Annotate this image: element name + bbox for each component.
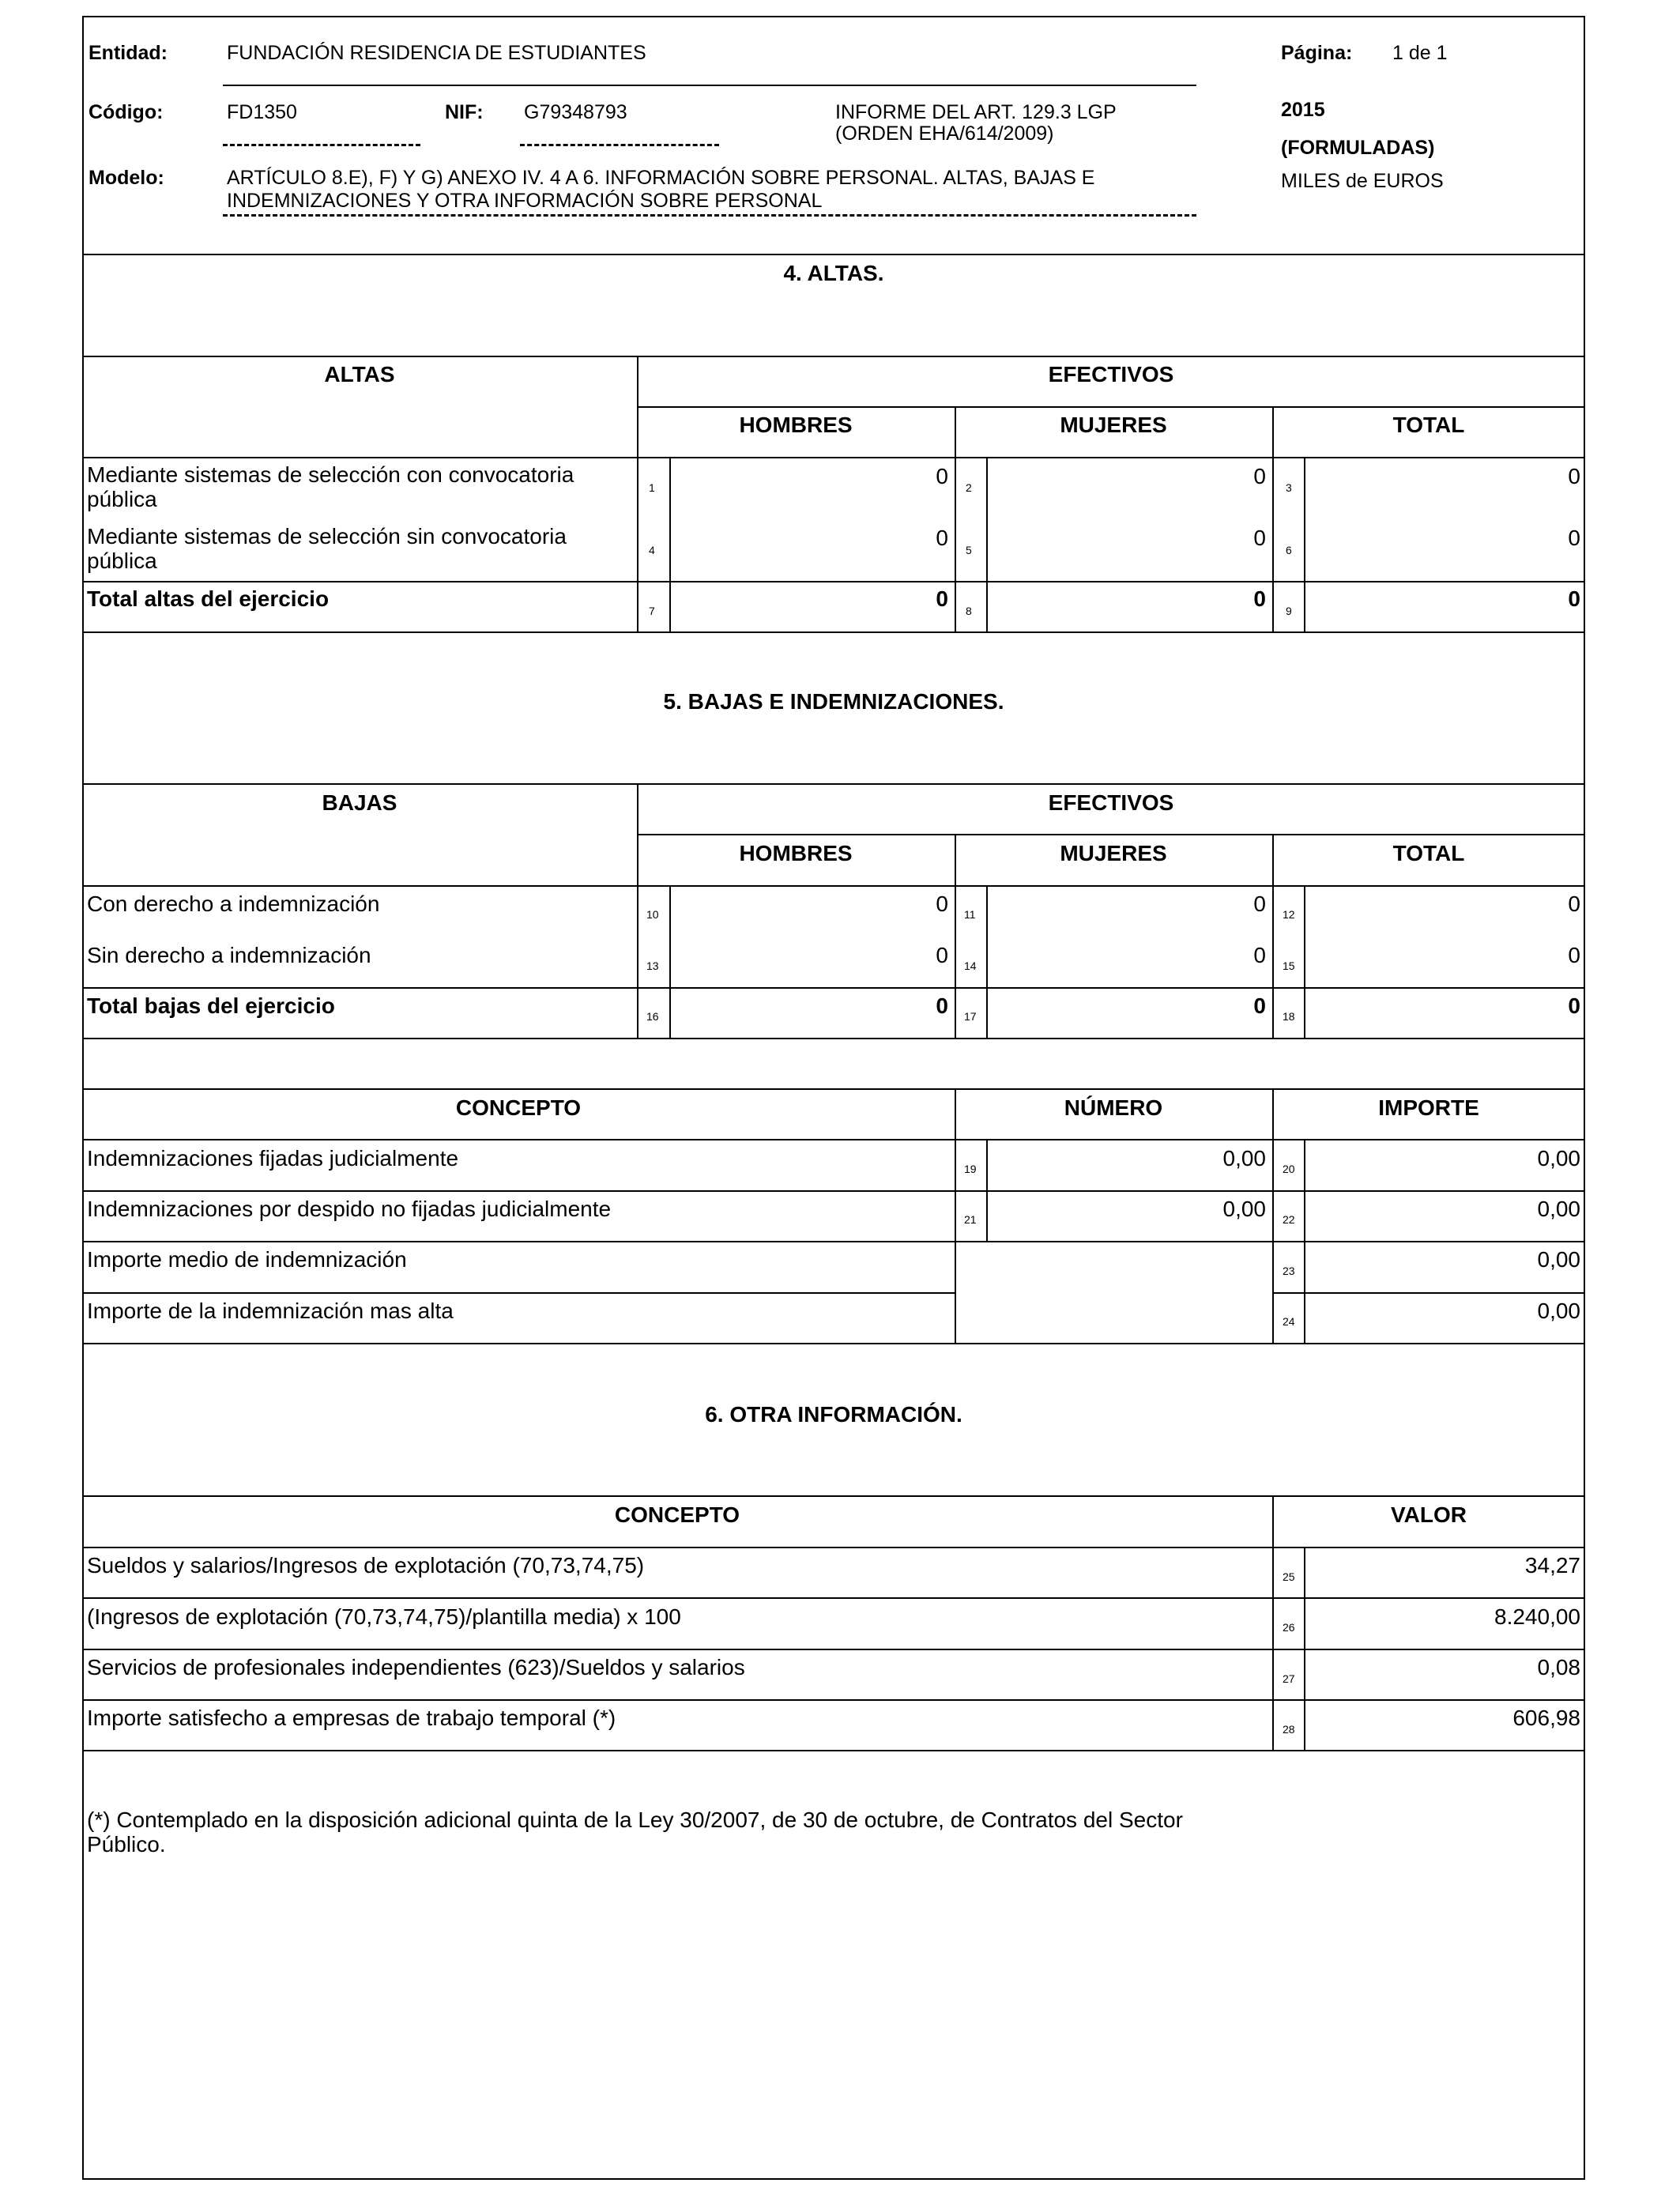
- cell-number: 15: [1283, 959, 1295, 972]
- rule: [637, 356, 638, 632]
- cell-number: 6: [1286, 544, 1292, 556]
- bajas-total-value: 0: [1568, 892, 1580, 916]
- cell-number: 4: [649, 544, 655, 556]
- altas-total-total: 0: [1568, 586, 1580, 611]
- rule: [637, 783, 638, 1038]
- indem-importe-value: 0,00: [1537, 1299, 1580, 1323]
- indem-col-importe: IMPORTE: [1378, 1095, 1479, 1120]
- cell-number: 12: [1283, 908, 1295, 921]
- bajas-total-mujeres: 0: [1253, 993, 1266, 1018]
- cell-number: 2: [966, 481, 972, 494]
- rule: [669, 457, 671, 632]
- cell-number: 24: [1283, 1315, 1295, 1328]
- cell-number: 26: [1283, 1621, 1295, 1634]
- nif-value: G79348793: [524, 101, 627, 123]
- rule: [955, 1088, 956, 1343]
- bajas-hombres-value: 0: [936, 943, 948, 967]
- otra-col-concepto: CONCEPTO: [614, 1502, 740, 1527]
- modelo-label: Modelo:: [89, 167, 164, 189]
- rule: [82, 987, 1585, 989]
- informe-line1: INFORME DEL ART. 129.3 LGP: [835, 101, 1117, 123]
- cell-number: 5: [966, 544, 972, 556]
- codigo-underline: [223, 144, 420, 146]
- units-label: MILES de EUROS: [1281, 170, 1444, 192]
- rule: [82, 783, 1585, 785]
- codigo-label: Código:: [89, 101, 164, 123]
- pagina-value: 1 de 1: [1392, 42, 1448, 64]
- otra-value: 0,08: [1537, 1655, 1580, 1679]
- rule: [82, 581, 1585, 582]
- cell-number: 1: [649, 481, 655, 494]
- nif-underline: [520, 144, 719, 146]
- bajas-total-label: Total bajas del ejercicio: [87, 993, 335, 1018]
- altas-total-hombres: 0: [936, 586, 948, 611]
- codigo-value: FD1350: [227, 101, 297, 123]
- bajas-mujeres-value: 0: [1253, 892, 1266, 916]
- otra-row-label: Sueldos y salarios/Ingresos de explotación (70,73,74,75): [87, 1553, 645, 1578]
- rule: [637, 406, 1585, 408]
- otra-col-valor: VALOR: [1391, 1502, 1467, 1527]
- cell-number: 3: [1286, 481, 1292, 494]
- entidad-label: Entidad:: [89, 42, 168, 64]
- rule: [82, 1038, 1585, 1039]
- cell-number: 9: [1286, 605, 1292, 617]
- otra-section-title: 6. OTRA INFORMACIÓN.: [705, 1402, 962, 1427]
- altas-hombres-value: 0: [936, 526, 948, 550]
- rule: [82, 1649, 1585, 1650]
- formuladas-label: (FORMULADAS): [1281, 137, 1435, 159]
- altas-total-label: Total altas del ejercicio: [87, 586, 330, 611]
- indem-numero-value: 0,00: [1222, 1146, 1266, 1171]
- indem-importe-value: 0,00: [1537, 1146, 1580, 1171]
- rule: [955, 406, 956, 632]
- cell-number: 14: [964, 959, 977, 972]
- entidad-underline: [223, 85, 1196, 86]
- modelo-value: ARTÍCULO 8.E), F) Y G) ANEXO IV. 4 A 6. INFORMACIÓN SOBRE PERSONAL. ALTAS, BAJAS E INDEMNIZACIONES Y OTRA INFORMACIÓN SOBRE PERSONAL: [227, 167, 1095, 212]
- altas-col-efectivos: EFECTIVOS: [1048, 362, 1174, 386]
- rule: [1272, 1292, 1585, 1294]
- rule: [986, 885, 988, 1038]
- rule: [82, 631, 1585, 633]
- otra-row-label: Importe satisfecho a empresas de trabajo temporal (*): [87, 1706, 616, 1730]
- footnote: (*) Contemplado en la disposición adicional quinta de la Ley 30/2007, de 30 de octubre, de Contratos del Sector Público.: [87, 1808, 1183, 1857]
- rule: [637, 834, 1585, 835]
- altas-row-label: Mediante sistemas de selección sin convocatoria pública: [87, 524, 567, 573]
- rule: [82, 1241, 1585, 1242]
- bajas-total-value: 0: [1568, 943, 1580, 967]
- altas-hombres-value: 0: [936, 464, 948, 488]
- indem-row-label: Indemnizaciones por despido no fijadas judicialmente: [87, 1197, 612, 1221]
- rule: [669, 885, 671, 1038]
- cell-number: 18: [1283, 1010, 1295, 1023]
- altas-col-hombres: HOMBRES: [739, 413, 853, 437]
- bajas-col-efectivos: EFECTIVOS: [1048, 790, 1174, 815]
- bajas-row-label: Con derecho a indemnización: [87, 892, 380, 916]
- cell-number: 28: [1283, 1723, 1295, 1736]
- otra-row-label: (Ingresos de explotación (70,73,74,75)/plantilla media) x 100: [87, 1604, 681, 1629]
- cell-number: 17: [964, 1010, 977, 1023]
- entidad-value: FUNDACIÓN RESIDENCIA DE ESTUDIANTES: [227, 42, 646, 64]
- indem-row-label: Importe de la indemnización mas alta: [87, 1299, 454, 1323]
- rule: [1272, 1495, 1274, 1750]
- bajas-hombres-value: 0: [936, 892, 948, 916]
- rule: [82, 1597, 1585, 1599]
- pagina-label: Página:: [1281, 42, 1353, 64]
- indem-col-concepto: CONCEPTO: [455, 1095, 582, 1120]
- cell-number: 16: [646, 1010, 659, 1023]
- indem-importe-value: 0,00: [1537, 1247, 1580, 1272]
- bajas-col-total: TOTAL: [1392, 841, 1465, 865]
- altas-col-main: ALTAS: [324, 362, 395, 386]
- cell-number: 11: [964, 908, 976, 921]
- altas-total-mujeres: 0: [1253, 586, 1266, 611]
- rule: [1304, 885, 1305, 1038]
- cell-number: 21: [964, 1213, 977, 1226]
- altas-section-title: 4. ALTAS.: [783, 261, 884, 285]
- rule: [82, 457, 1585, 458]
- rule: [1304, 457, 1305, 632]
- indem-row-label: Importe medio de indemnización: [87, 1247, 407, 1272]
- rule: [82, 1343, 1585, 1344]
- nif-label: NIF:: [445, 101, 484, 123]
- rule: [82, 1190, 1585, 1192]
- otra-value: 34,27: [1524, 1553, 1580, 1578]
- altas-col-total: TOTAL: [1392, 413, 1465, 437]
- rule: [1272, 406, 1274, 632]
- altas-row-label: Mediante sistemas de selección con convocatoria pública: [87, 462, 574, 511]
- altas-mujeres-value: 0: [1253, 526, 1266, 550]
- header-divider: [82, 254, 1585, 255]
- otra-value: 606,98: [1512, 1706, 1580, 1730]
- bajas-total-hombres: 0: [936, 993, 948, 1018]
- rule: [82, 1699, 1585, 1701]
- altas-mujeres-value: 0: [1253, 464, 1266, 488]
- bajas-row-label: Sin derecho a indemnización: [87, 943, 371, 967]
- report-year: 2015: [1281, 99, 1325, 121]
- indem-numero-value: 0,00: [1222, 1197, 1266, 1221]
- rule: [82, 1139, 1585, 1140]
- indem-row-label: Indemnizaciones fijadas judicialmente: [87, 1146, 459, 1171]
- bajas-col-main: BAJAS: [322, 790, 397, 815]
- rule: [1272, 1088, 1274, 1343]
- rule: [82, 1495, 1585, 1497]
- otra-value: 8.240,00: [1494, 1604, 1580, 1629]
- rule: [82, 356, 1585, 357]
- bajas-section-title: 5. BAJAS E INDEMNIZACIONES.: [663, 689, 1004, 714]
- cell-number: 22: [1283, 1213, 1295, 1226]
- rule: [82, 885, 1585, 887]
- bajas-col-hombres: HOMBRES: [739, 841, 853, 865]
- altas-col-mujeres: MUJERES: [1060, 413, 1167, 437]
- cell-number: 19: [964, 1163, 977, 1175]
- bajas-total-total: 0: [1568, 993, 1580, 1018]
- altas-total-value: 0: [1568, 526, 1580, 550]
- altas-total-value: 0: [1568, 464, 1580, 488]
- informe-line2: (ORDEN EHA/614/2009): [835, 123, 1054, 145]
- cell-number: 8: [966, 605, 972, 617]
- indem-col-numero: NÚMERO: [1064, 1095, 1163, 1120]
- modelo-underline: [223, 214, 1196, 217]
- rule: [82, 1547, 1585, 1548]
- cell-number: 20: [1283, 1163, 1295, 1175]
- cell-number: 10: [646, 908, 659, 921]
- rule: [82, 1292, 955, 1294]
- cell-number: 27: [1283, 1672, 1295, 1685]
- otra-row-label: Servicios de profesionales independientes (623)/Sueldos y salarios: [87, 1655, 745, 1679]
- indem-importe-value: 0,00: [1537, 1197, 1580, 1221]
- cell-number: 25: [1283, 1570, 1295, 1583]
- rule: [82, 1750, 1585, 1751]
- rule: [986, 457, 988, 632]
- cell-number: 23: [1283, 1265, 1295, 1277]
- bajas-mujeres-value: 0: [1253, 943, 1266, 967]
- rule: [82, 1088, 1585, 1090]
- cell-number: 7: [649, 605, 655, 617]
- cell-number: 13: [646, 959, 659, 972]
- bajas-col-mujeres: MUJERES: [1060, 841, 1167, 865]
